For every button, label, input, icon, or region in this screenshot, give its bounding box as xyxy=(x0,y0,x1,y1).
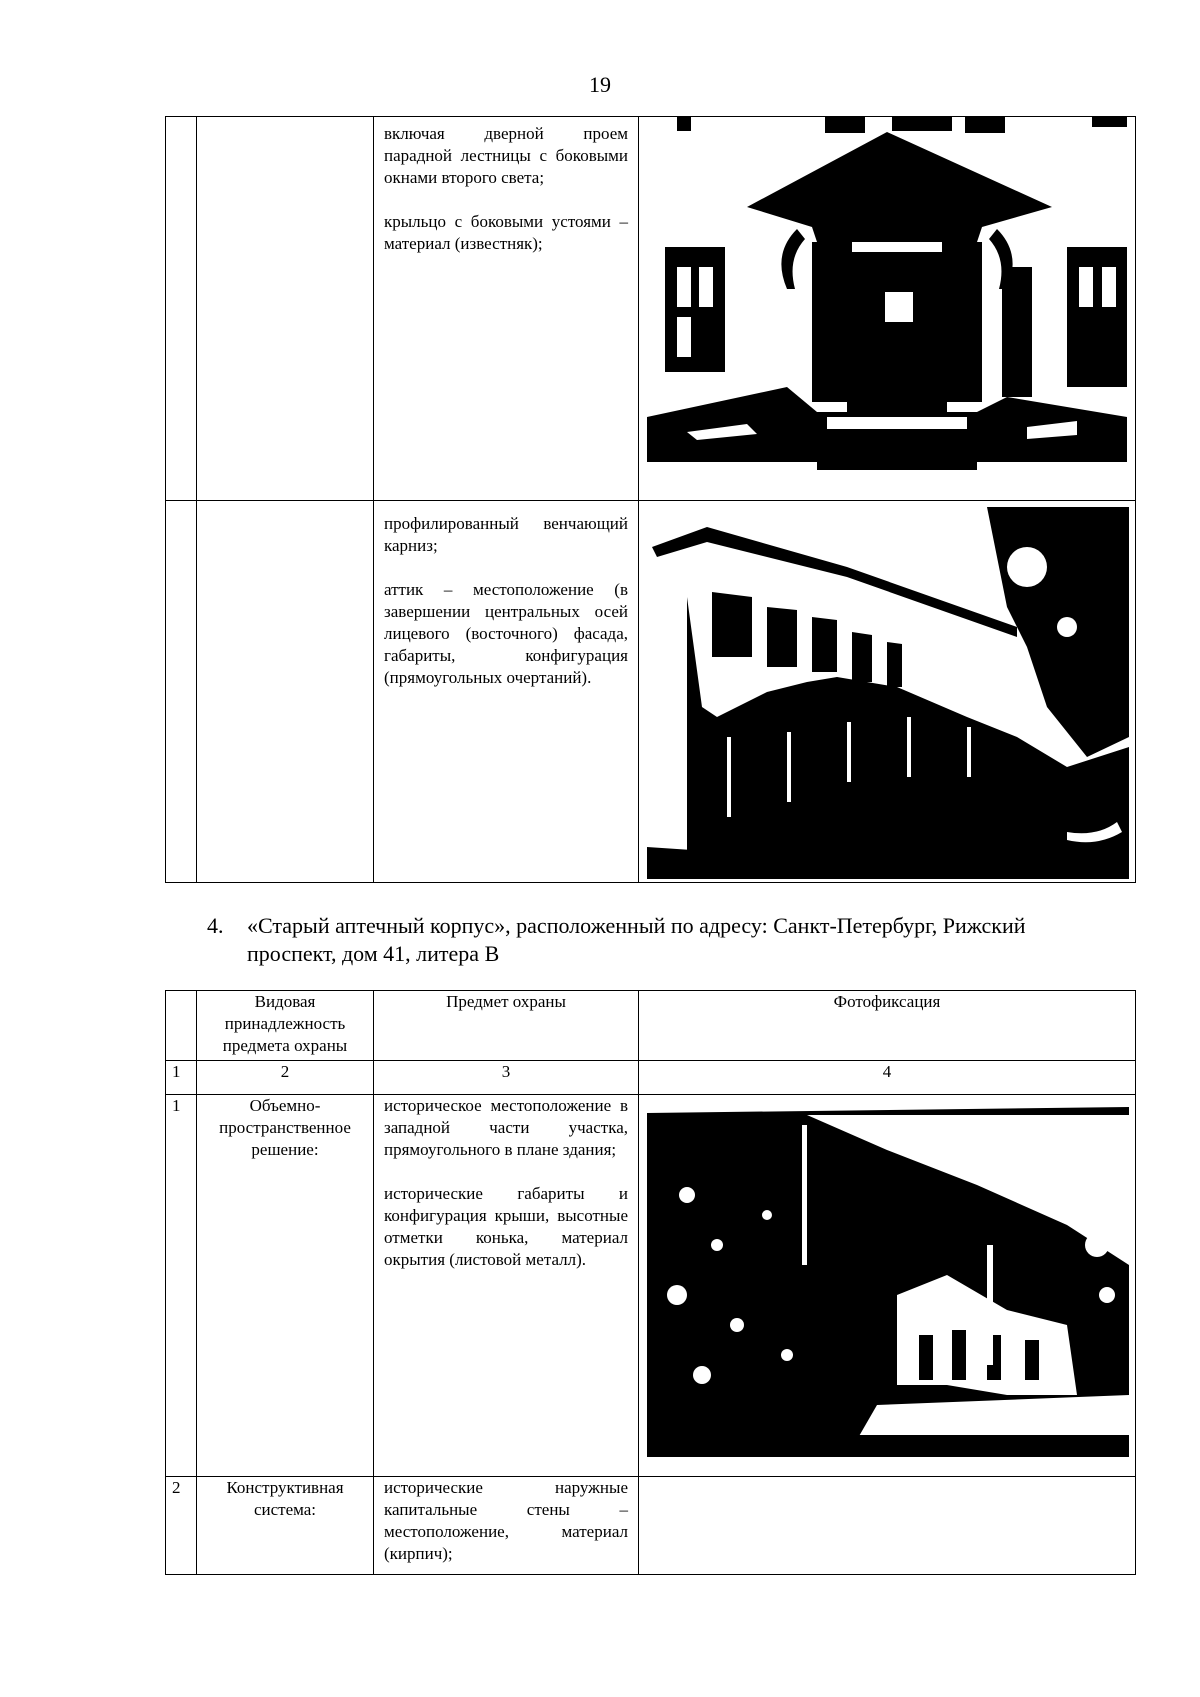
num-cell xyxy=(166,501,197,883)
table-row xyxy=(166,1095,1136,1477)
column-numbers-row xyxy=(166,1061,1136,1095)
section-title: «Старый аптечный корпус», расположенный по адресу: Санкт-Петербург, Рижский проспект, дом 41, литера В xyxy=(247,913,1026,966)
subject-cell xyxy=(374,1477,639,1575)
header-cell xyxy=(166,991,197,1061)
subject-text: исторические габариты и конфигурация крыши, высотные отметки конька, материал окрытия (листовой металл). xyxy=(384,1184,628,1269)
table-row xyxy=(166,501,1136,883)
photo-cell xyxy=(639,117,1136,501)
table-protection-subjects xyxy=(165,990,1136,1575)
page-number: 19 xyxy=(589,72,611,97)
photo-cell xyxy=(639,501,1136,883)
old-pharmacy-building-photo xyxy=(647,1095,1129,1457)
type-text: Конструктивная система: xyxy=(226,1478,344,1519)
table-row xyxy=(166,117,1136,501)
type-cell xyxy=(197,1477,374,1575)
subject-cell xyxy=(374,117,639,501)
subject-text: историческое местоположение в западной части участка, прямоугольного в плане здания; xyxy=(384,1096,628,1159)
row-number: 2 xyxy=(166,1477,197,1575)
table-row xyxy=(166,1477,1136,1575)
entrance-porch-photo xyxy=(647,117,1127,487)
row-number: 1 xyxy=(166,1095,197,1477)
num-cell xyxy=(166,117,197,501)
table-continuation xyxy=(165,116,1136,883)
header-cell: Фотофиксация xyxy=(639,991,1136,1061)
section-heading xyxy=(207,912,1107,968)
column-number: 4 xyxy=(639,1061,1136,1095)
subject-text: крыльцо с боковыми устоями – материал (известняк); xyxy=(384,212,628,253)
column-number: 3 xyxy=(374,1061,639,1095)
header-cell: Видовая принадлежность предмета охраны xyxy=(197,991,374,1061)
subject-cell xyxy=(374,1095,639,1477)
column-number: 2 xyxy=(197,1061,374,1095)
type-cell xyxy=(197,117,374,501)
subject-text: включая дверной проем парадной лестницы с боковыми окнами второго света; xyxy=(384,124,628,187)
subject-text: исторические наружные капитальные стены – местоположение, материал (кирпич); xyxy=(384,1478,628,1563)
photo-cell xyxy=(639,1477,1136,1575)
header-cell: Предмет охраны xyxy=(374,991,639,1061)
subject-text: профилированный венчающий карниз; xyxy=(384,514,628,555)
type-cell xyxy=(197,501,374,883)
section-number: 4. xyxy=(207,913,224,938)
subject-cell xyxy=(374,501,639,883)
subject-text: аттик – местоположение (в завершении центральных осей лицевого (восточного) фасада, габариты, конфигурация (прямоугольных очертаний). xyxy=(384,580,628,687)
type-text: Объемно-пространственное решение: xyxy=(219,1096,351,1159)
facade-attic-photo xyxy=(647,507,1129,879)
photo-cell xyxy=(639,1095,1136,1477)
header-row xyxy=(166,991,1136,1061)
column-number: 1 xyxy=(166,1061,197,1095)
type-cell xyxy=(197,1095,374,1477)
